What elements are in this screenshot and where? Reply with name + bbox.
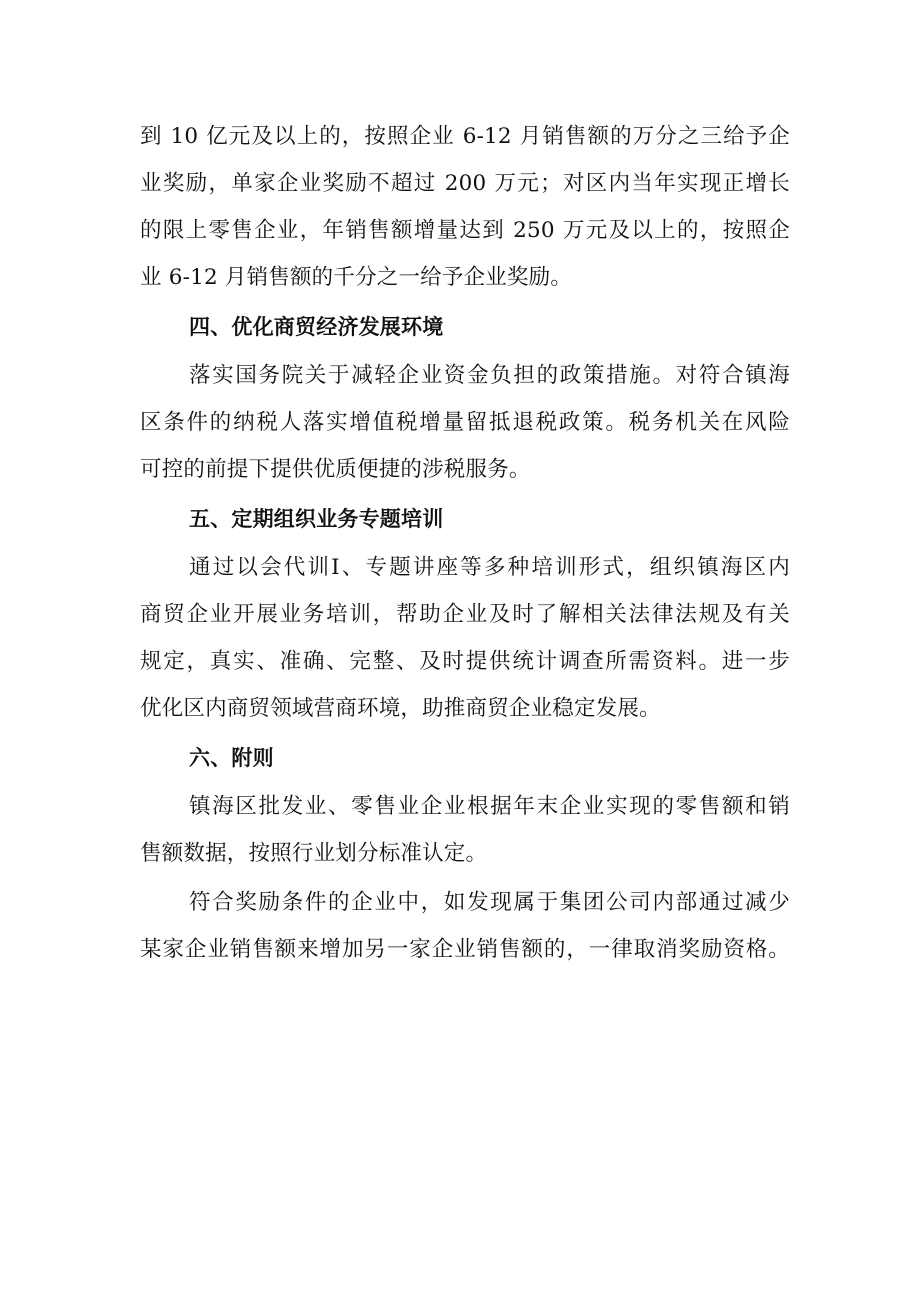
paragraph-line: 业 6-12 月销售额的千分之一给予企业奖励。 — [140, 265, 573, 290]
paragraph-line: 区条件的纳税人落实增值税增量留抵退税政策。税务机关在风险 — [140, 410, 790, 435]
paragraph-line: 规定，真实、准确、完整、及时提供统计调查所需资料。进一步 — [140, 649, 790, 674]
paragraph-line: 售额数据，按照行业划分标准认定。 — [140, 841, 488, 866]
section-heading-4: 四、优化商贸经济发展环境 — [189, 315, 444, 339]
paragraph-line: 的限上零售企业，年销售额增量达到 250 万元及以上的，按照企 — [140, 218, 790, 243]
section-heading-5: 五、定期组织业务专题培训 — [189, 507, 444, 531]
paragraph-line: 落实国务院关于减轻企业资金负担的政策措施。对符合镇海 — [189, 363, 790, 388]
paragraph-line: 业奖励，单家企业奖励不超过 200 万元；对区内当年实现正增长 — [140, 171, 790, 196]
paragraph-line: 镇海区批发业、零售业企业根据年末企业实现的零售额和销 — [189, 794, 790, 819]
paragraph-line: 优化区内商贸领域营商环境，助推商贸企业稳定发展。 — [140, 696, 661, 721]
paragraph-line: 通过以会代训I、专题讲座等多种培训形式，组织镇海区内 — [189, 555, 790, 580]
paragraph-line: 到 10 亿元及以上的，按照企业 6-12 月销售额的万分之三给予企 — [140, 124, 790, 149]
paragraph-line: 商贸企业开展业务培训，帮助企业及时了解相关法律法规及有关 — [140, 602, 790, 627]
paragraph-line: 可控的前提下提供优质便捷的涉税服务。 — [140, 457, 531, 482]
section-heading-6: 六、附则 — [189, 746, 274, 770]
paragraph-line: 某家企业销售额来增加另一家企业销售额的，一律取消奖励资格。 — [140, 937, 790, 962]
paragraph-line: 符合奖励条件的企业中，如发现属于集团公司内部通过减少 — [189, 890, 790, 915]
